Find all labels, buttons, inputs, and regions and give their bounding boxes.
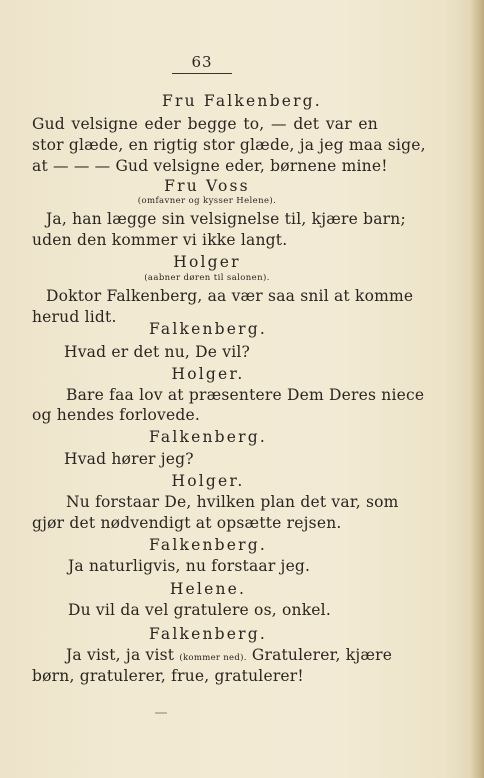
dialogue-line: børn, gratulerer, frue, gratulerer!	[32, 667, 304, 685]
speaker-name: Holger.	[171, 472, 245, 490]
stage-direction: (kommer ned).	[179, 653, 247, 663]
speaker-name: Falkenberg.	[148, 428, 267, 446]
speaker-name: Holger	[173, 253, 241, 271]
speaker-name: Holger.	[171, 365, 245, 383]
dialogue-line: Bare faa lov at præsentere Dem Deres niece	[66, 386, 425, 404]
speaker-name: Falkenberg.	[148, 320, 267, 338]
dialogue-line: Nu forstaar De, hvilken plan det var, som	[66, 493, 399, 511]
page-number: 63	[191, 53, 213, 71]
speaker-name: Falkenberg.	[148, 625, 267, 643]
speaker-name: Falkenberg.	[148, 536, 267, 554]
speaker-name: Helene.	[169, 580, 247, 598]
dialogue-line: Hvad hører jeg?	[64, 450, 194, 468]
speaker-name: Fru Voss	[164, 177, 250, 195]
dialogue-text: Ja vist, ja vist	[66, 646, 175, 664]
dialogue-line: stor glæde, en rigtig stor glæde, ja jeg maa sige,	[32, 136, 426, 154]
speaker-name: Fru Falkenberg.	[162, 92, 322, 110]
dialogue-line: Hvad er det nu, De vil?	[64, 343, 251, 361]
dialogue-line: Gud velsigne eder begge to, — det var en	[32, 115, 378, 133]
page-edge-shadow	[470, 0, 484, 778]
print-smudge	[155, 712, 167, 714]
dialogue-line: Ja naturligvis, nu forstaar jeg.	[68, 557, 311, 575]
stage-direction: (omfavner og kysser Helene).	[137, 196, 277, 206]
dialogue-line: og hendes forlovede.	[32, 406, 201, 424]
dialogue-line: Doktor Falkenberg, aa vær saa snil at komme	[46, 287, 414, 305]
dialogue-line: Ja, han lægge sin velsignelse til, kjære barn;	[46, 210, 406, 228]
page-number-rule	[172, 73, 232, 74]
dialogue-text: Gratulerer, kjære	[251, 646, 393, 664]
dialogue-line: gjør det nødvendigt at opsætte rejsen.	[32, 514, 342, 532]
dialogue-line: herud lidt.	[32, 308, 117, 326]
dialogue-line	[66, 646, 392, 664]
dialogue-line: uden den kommer vi ikke langt.	[32, 231, 288, 249]
stage-direction: (aabner døren til salonen).	[144, 273, 270, 283]
dialogue-line: at — — — Gud velsigne eder, børnene mine!	[32, 157, 388, 175]
dialogue-line: Du vil da vel gratulere os, onkel.	[68, 601, 331, 619]
